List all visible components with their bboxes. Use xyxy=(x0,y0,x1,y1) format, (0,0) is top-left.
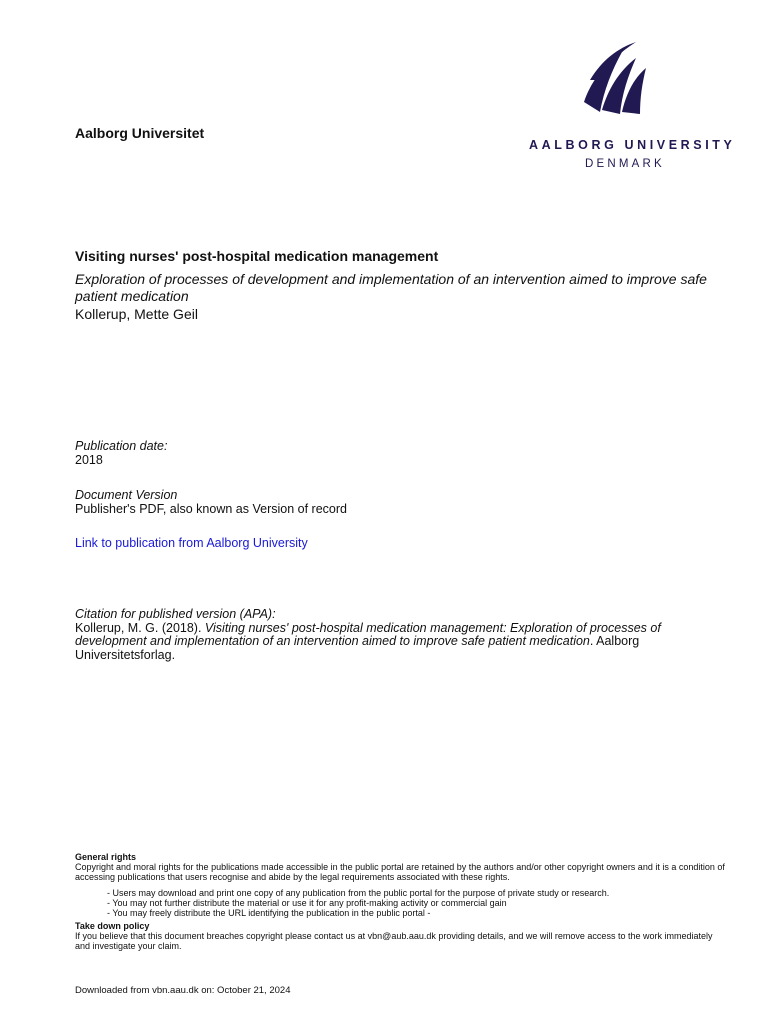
document-version xyxy=(75,488,347,516)
publication-subtitle: Exploration of processes of development and implementation of an intervention aimed to improve safe patient medication xyxy=(75,271,707,304)
university-heading: Aalborg Universitet xyxy=(75,125,205,141)
publication-title: Visiting nurses' post-hospital medication management xyxy=(75,248,439,264)
citation-title: Visiting nurses' post-hospital medication management: Exploration of processes of development and implementation of an intervention aimed to improve safe patient medication xyxy=(75,620,661,648)
publication-date xyxy=(75,439,167,467)
publication-date-label: Publication date: xyxy=(75,439,168,453)
takedown-text: If you believe that this document breaches copyright please contact us at vbn@aub.aau.dk providing details, and we will remove access to the work immediately and investigate your claim. xyxy=(75,931,713,951)
citation-prefix: Kollerup, M. G. (2018). xyxy=(75,620,205,635)
takedown-heading: Take down policy xyxy=(75,921,150,931)
logo-country: DENMARK xyxy=(585,158,665,170)
citation-block xyxy=(75,608,715,662)
publication-authors: Kollerup, Mette Geil xyxy=(75,306,198,322)
citation-label: Citation for published version (APA): xyxy=(75,607,276,621)
publication-date-value: 2018 xyxy=(75,453,103,467)
download-footer: Downloaded from vbn.aau.dk on: October 21, 2024 xyxy=(75,985,291,996)
general-rights-heading: General rights xyxy=(75,852,137,862)
rights-list xyxy=(107,888,725,918)
logo-wordmark: AALBORG UNIVERSITY xyxy=(529,138,736,152)
citation-suffix: . Aalborg Universitetsforlag. xyxy=(75,634,640,662)
citation-text xyxy=(75,622,715,663)
aau-wave-icon xyxy=(580,40,650,120)
publication-link[interactable]: Link to publication from Aalborg University xyxy=(75,536,308,550)
rights-list-item: - Users may download and print one copy of any publication from the public portal for the purpose of private study or research. xyxy=(107,888,610,898)
rights-list-item: - You may not further distribute the material or use it for any profit-making activity or commercial gain xyxy=(107,898,507,908)
document-version-label: Document Version xyxy=(75,488,178,502)
document-version-value: Publisher's PDF, also known as Version of record xyxy=(75,502,347,516)
rights-section xyxy=(75,852,725,951)
rights-list-item: - You may freely distribute the URL identifying the publication in the public portal - xyxy=(107,908,431,918)
aau-logo xyxy=(525,40,736,175)
general-rights-text: Copyright and moral rights for the publications made accessible in the public portal are retained by the authors and/or other copyright owners and it is a condition of accessing publications that users recognise and abide by the legal requirements associated with these rights. xyxy=(75,862,725,882)
